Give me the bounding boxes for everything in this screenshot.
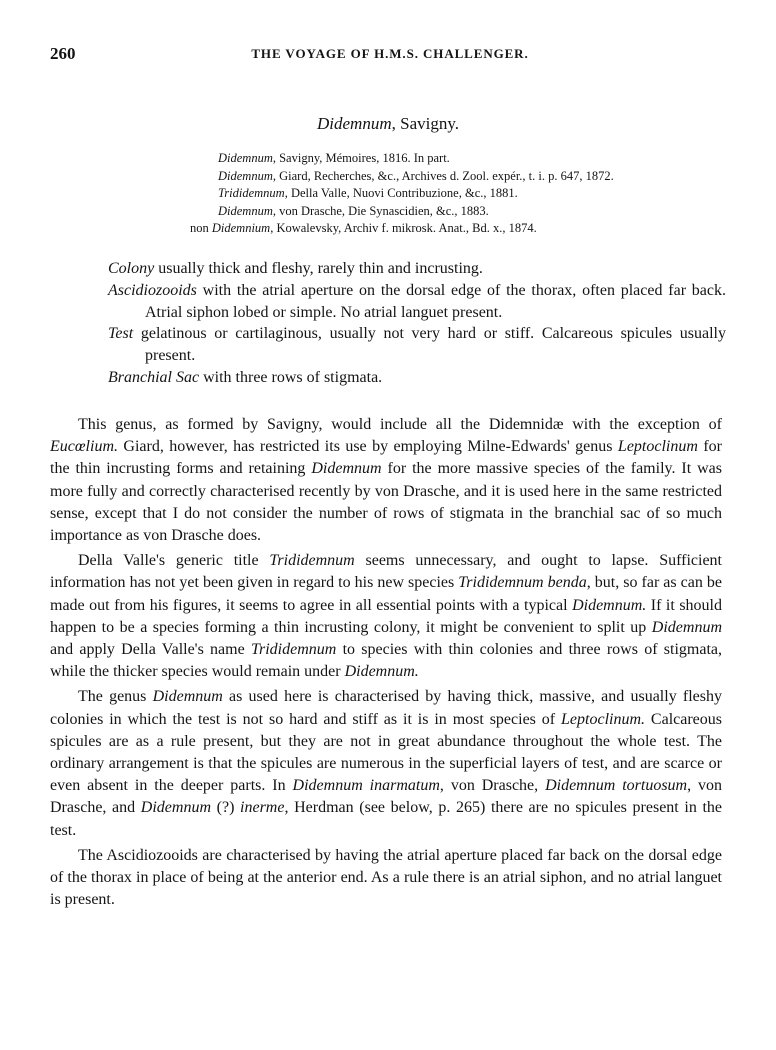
italic-run: Eucœlium. <box>50 438 118 456</box>
text-run: The Ascidiozooids are characterised by having the atrial aperture placed far back on the dorsal edge of the thorax in place of being at the anterior end. As a rule there is an atrial siphon, and no atrial languet is present. <box>50 846 722 909</box>
genus-diagnosis <box>108 258 726 389</box>
text-run: and apply Della Valle's name <box>50 641 251 659</box>
paragraph <box>50 686 722 841</box>
paragraph <box>50 845 722 912</box>
italic-run: Didemnum <box>140 799 211 817</box>
text-run: The genus <box>78 688 153 706</box>
italic-run: Trididemnum <box>269 552 355 570</box>
synonymy-entry: Didemnum, Giard, Recherches, &c., Archives d. Zool. expér., t. i. p. 647, 1872. <box>218 168 614 183</box>
text-run: for the more massive species of the family. It was more fully and correctly characterised recently by von Drasche, and it is used here in the same restricted sense, except that I do not consider the number of rows of stigmata in the branchial sac of so much importance as von Drasche does. <box>50 460 722 545</box>
text-run: to species with thin colonies and three rows of stigmata, while the thicker species would remain under <box>50 641 722 681</box>
text-run: seems unnecessary, and ought to lapse. Sufficient information has not yet been given in regard to his new species <box>50 552 722 592</box>
running-title: THE VOYAGE OF H.M.S. CHALLENGER. <box>251 46 529 61</box>
italic-run: Didemnum tortuosum <box>545 777 688 795</box>
text-run: , von Drasche, <box>439 777 546 795</box>
italic-run: Leptoclinum. <box>561 710 646 728</box>
genus-name: Didemnum <box>317 114 392 133</box>
italic-run: Trididemnum benda <box>458 574 587 592</box>
italic-run: Didemnum inarmatum <box>292 777 440 795</box>
italic-run: Leptoclinum <box>617 438 698 456</box>
diagnosis-item: Ascidiozooids with the atrial aperture on the dorsal edge of the thorax, often placed far back. Atrial siphon lobed or simple. No atrial languet present. <box>108 281 726 321</box>
diagnosis-item: Branchial Sac with three rows of stigmata. <box>108 368 383 386</box>
text-run: Calcareous spicules are as a rule present, but they are not in great abundance throughout the whole test. The ordinary arrangement is that the spicules are numerous in the superficial layers of test, and are scarce or even absent in the deeper parts. In <box>50 710 723 795</box>
genus-authority: , Savigny. <box>391 114 459 133</box>
text-run: This genus, as formed by Savigny, would include all the Didemnidæ with the exception of <box>78 416 722 433</box>
italic-run: Didemnum <box>311 460 382 478</box>
text-run: (?) <box>211 799 241 817</box>
text-run: for the thin incrusting forms and retaining <box>50 438 722 478</box>
italic-run: inerme <box>240 799 285 817</box>
italic-run: Didemnum. <box>344 663 419 681</box>
diagnosis-item: Colony usually thick and fleshy, rarely thin and incrusting. <box>108 260 483 277</box>
paragraph <box>50 414 722 547</box>
page-number: 260 <box>50 44 76 63</box>
synonymy-list <box>190 150 730 238</box>
text-run: , Herdman (see below, p. 265) there are no spicules present in the test. <box>50 799 722 839</box>
diagnosis-item: Test gelatinous or cartilaginous, usually not very hard or stiff. Calcareous spicules usually present. <box>108 325 726 365</box>
page-header <box>50 44 730 68</box>
italic-run: Didemnum. <box>572 596 647 614</box>
body-text <box>50 414 722 914</box>
synonymy-entry: Didemnum, von Drasche, Die Synascidien, &c., 1883. <box>218 203 489 218</box>
italic-run: Didemnum <box>651 618 722 636</box>
text-run: Della Valle's generic title <box>78 552 270 570</box>
text-run: Giard, however, has restricted its use by employing Milne-Edwards' genus <box>118 438 618 456</box>
text-run: If it should happen to be a species forming a thin incrusting colony, it might be convenient to split up <box>50 596 722 636</box>
italic-run: Trididemnum <box>250 641 337 659</box>
text-run: as used here is characterised by having thick, massive, and usually fleshy colonies in which the test is not so hard and stiff as it is in most species of <box>50 688 723 728</box>
italic-run: Didemnum <box>152 688 223 706</box>
genus-heading <box>0 114 776 134</box>
synonymy-entry: non Didemnium, Kowalevsky, Archiv f. mikrosk. Anat., Bd. x., 1874. <box>190 221 537 236</box>
synonymy-entry: Trididemnum, Della Valle, Nuovi Contribuzione, &c., 1881. <box>218 186 518 201</box>
text-run: , but, so far as can be made out from his figures, it seems to agree in all essential points with a typical <box>50 574 722 614</box>
text-run: , von Drasche, and <box>50 777 723 817</box>
synonymy-entry: Didemnum, Savigny, Mémoires, 1816. In part. <box>218 151 450 165</box>
paragraph <box>50 550 722 683</box>
